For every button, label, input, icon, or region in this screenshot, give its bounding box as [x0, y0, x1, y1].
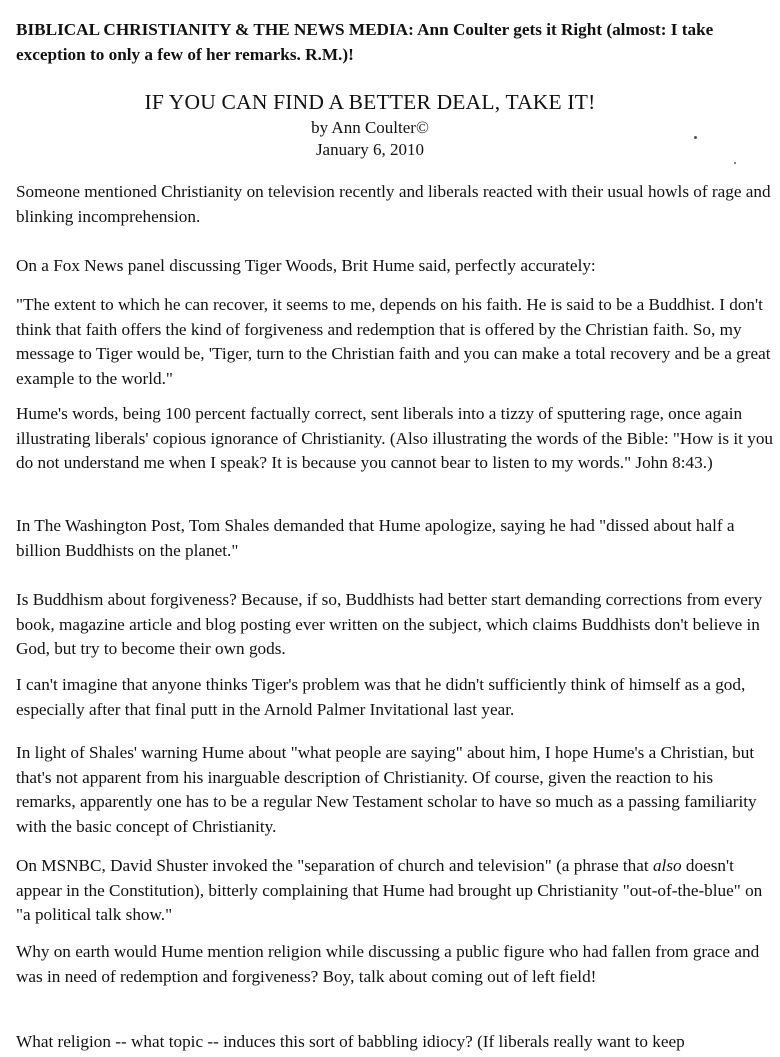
paragraph-6: Is Buddhism about forgiveness? Because, if so, Buddhists had better start demanding corrections from every book, magazine article and blog posting ever written on the subject, which claims Buddhists don't believe in God, but try to become their own gods. — [16, 590, 763, 658]
paragraph-9-text-end: doesn't appear in the Constitution), bitterly complaining that Hume had brought up Christianity "out-of-the-blue" on "a political talk show." — [16, 856, 763, 924]
paragraph-11: What religion -- what topic -- induces this sort of babbling idiocy? (If liberals really want to keep — [16, 1032, 685, 1051]
scan-speck — [694, 136, 697, 139]
paragraph-3-quote: "The extent to which he can recover, it seems to me, depends on his faith. He is said to be a Buddhist. I don't think that faith offers the kind of forgiveness and redemption that is offered by the Christian faith. So, my message to Tiger would be, 'Tiger, turn to the Christian faith and you can make a total recovery and be a great example to the world." — [16, 295, 771, 388]
paragraph-7: I can't imagine that anyone thinks Tiger's problem was that he didn't sufficiently think of himself as a god, especially after that final putt in the Arnold Palmer Invitational last year. — [16, 675, 746, 719]
paragraph-1: Someone mentioned Christianity on television recently and liberals reacted with their usual howls of rage and blinking incomprehension. — [16, 182, 771, 226]
scan-speck — [734, 162, 736, 164]
paragraph-9-emphasis: also — [652, 856, 682, 875]
paragraph-4: Hume's words, being 100 percent factually correct, sent liberals into a tizzy of sputtering rage, once again illustrating liberals' copious ignorance of Christianity. (Also illustrating the words of the Bible: "How is it you do not understand me when I speak? It is because you cannot bear to listen to my words." John 8:43.) — [16, 404, 774, 472]
document-header: BIBLICAL CHRISTIANITY & THE NEWS MEDIA: Ann Coulter gets it Right (almost: I take exception to only a few of her remarks. R.M.)! — [16, 20, 714, 64]
paragraph-5: In The Washington Post, Tom Shales demanded that Hume apologize, saying he had "dissed about half a billion Buddhists on the planet." — [16, 516, 735, 560]
article-date: January 6, 2010 — [315, 140, 425, 159]
article-byline: by Ann Coulter© — [311, 118, 429, 137]
paragraph-9-text-start: On MSNBC, David Shuster invoked the "separation of church and television" (a phrase that — [16, 856, 653, 875]
paragraph-8: In light of Shales' warning Hume about "what people are saying" about him, I hope Hume's a Christian, but that's not apparent from his inarguable description of Christianity. Of course, given the reaction to his remarks, apparently one has to be a regular New Testament scholar to have so much as a passing familiarity with the basic concept of Christianity. — [16, 743, 757, 836]
paragraph-9 — [16, 854, 776, 928]
paragraph-2: On a Fox News panel discussing Tiger Woods, Brit Hume said, perfectly accurately: — [16, 256, 596, 275]
article-title: IF YOU CAN FIND A BETTER DEAL, TAKE IT! — [144, 90, 596, 114]
paragraph-10: Why on earth would Hume mention religion while discussing a public figure who had fallen from grace and was in need of redemption and forgiveness? Boy, talk about coming out of left field! — [16, 942, 760, 986]
